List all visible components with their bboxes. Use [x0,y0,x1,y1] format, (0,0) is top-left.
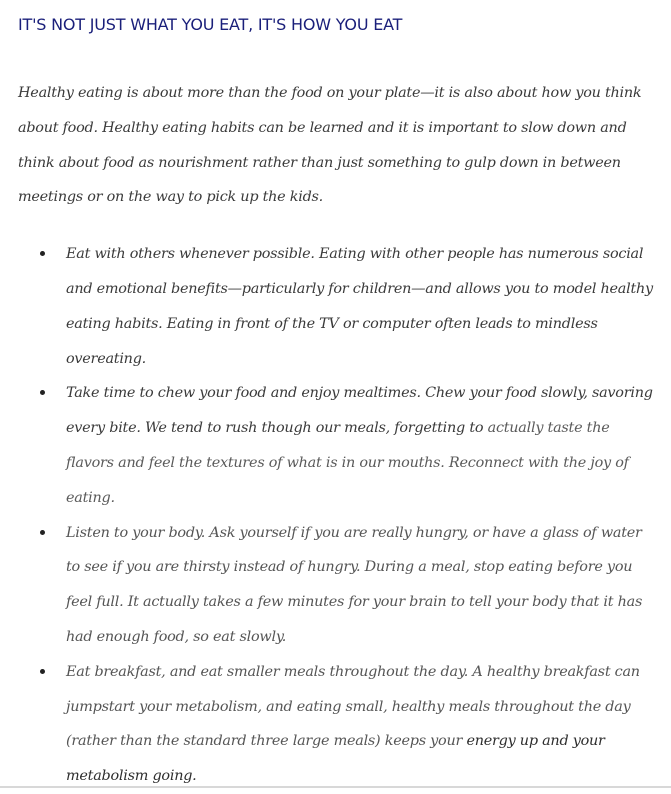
bullet-dot-icon [40,669,45,674]
list-item [18,237,659,376]
bullet-dot-icon [40,530,45,535]
list-item [18,655,659,794]
tip-text-end: energy up and your metabolism going. [66,733,605,785]
list-item [18,516,659,655]
list-item [18,376,659,515]
tip-text-continued: actually taste the flavors and feel the textures of what is in our mouths. Reconnect with the joy of eating. [66,420,629,506]
tip-text: Take time to chew your food and enjoy mealtimes. Chew your food slowly, savoring every bite. We tend to rush though our meals, forgetting to [66,385,653,437]
intro-paragraph [18,76,659,215]
tip-text: Listen to your body. Ask yourself if you are really hungry, or have a glass of water to see if you are thirsty instead of hungry. During a meal, stop eating before you feel full. It actually takes a few minutes for your brain to tell your body that it has had enough food, so eat slowly. [66,524,643,645]
bullet-dot-icon [40,251,45,256]
tips-list [18,237,659,794]
section-heading: IT'S NOT JUST WHAT YOU EAT, IT'S HOW YOU EAT [18,15,403,34]
intro-emphasis: think [605,85,642,101]
tip-text: Eat with others whenever possible. Eating with other people has numerous social and emotional benefits—particularly for children—and allows you to model healthy eating habits. Eating in front of the TV or computer often leads to mindless overeating. [66,246,653,367]
intro-text-end: about food. Healthy eating habits can be learned and it is important to slow down and think about food as nourishment rather than just something to gulp down in between meetings or on the way to pick up the kids. [18,119,627,206]
bullet-dot-icon [40,390,45,395]
intro-text-start: Healthy eating is about more than the food on your plate—it is also about how you [18,85,605,101]
tip-text: Eat breakfast, and eat smaller meals throughout the day. A healthy breakfast can jumpstart your metabolism, and eating small, healthy meals throughout the day (rather than the standard three large meals) keeps your [66,663,640,750]
